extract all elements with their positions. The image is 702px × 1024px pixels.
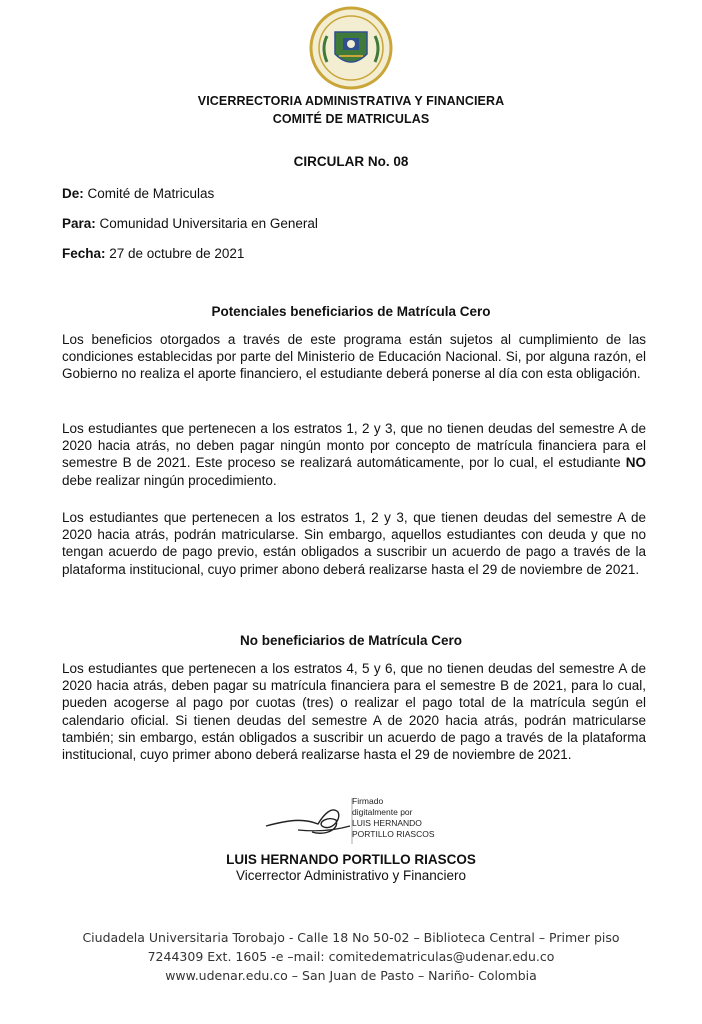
- digital-note-line-4: PORTILLO RIASCOS: [352, 829, 435, 839]
- footer-website: www.udenar.edu.co – San Juan de Pasto – Nariño- Colombia: [165, 968, 537, 983]
- section-title-non-beneficiaries: No beneficiarios de Matrícula Cero: [239, 633, 463, 648]
- date-label: Fecha:: [62, 246, 106, 261]
- digital-note-line-1: Firmado: [352, 796, 384, 806]
- from-value: Comité de Matriculas: [83, 186, 215, 201]
- signer-name: LUIS HERNANDO PORTILLO RIASCOS: [226, 852, 476, 867]
- digital-note-line-2: digitalmente por: [352, 807, 413, 817]
- paragraph-no-debt-text: Los estudiantes que pertenecen a los estratos 1, 2 y 3, que no tienen deudas del semestre A de 2020 hacia atrás, no deben pagar ningún monto por concepto de matrícula financiera para el semestre B de 2021. Este proceso se realizará automáticamente, por lo cual, el estudiante: [62, 421, 646, 471]
- paragraph-no-debt-end: debe realizar ningún procedimiento.: [62, 472, 277, 488]
- paragraph-benefits: Los beneficios otorgados a través de este programa están sujetos al cumplimiento de las condiciones establecidas por parte del Ministerio de Educación Nacional. Si, por alguna razón, el Gobierno no realiza el aporte financiero, el estudiante deberá ponerse al día con esta obligación.: [62, 332, 646, 382]
- committee-name: COMITÉ DE MATRICULAS: [272, 112, 430, 126]
- signer-role: Vicerrector Administrativo y Financiero: [235, 868, 467, 883]
- office-name: VICERRECTORIA ADMINISTRATIVA Y FINANCIERA: [197, 94, 505, 108]
- to-label: Para:: [62, 216, 96, 231]
- circular-number: CIRCULAR No. 08: [293, 154, 409, 169]
- paragraph-non-beneficiaries: Los estudiantes que pertenecen a los estratos 4, 5 y 6, que no tienen deudas del semestre A de 2020 hacia atrás, deben pagar su matrícula financiera para el semestre B de 2021, para lo cual, pueden acogerse al pago por cuotas (tres) o realizar el pago total de la matrícula según el calendario oficial. Si tienen deudas del semestre A de 2020 hacia atrás, podrán matricularse también; sin embargo, están obligados a suscribir un acuerdo de pago a través de la plataforma institucional, cuyo primer abono deberá realizarse hasta el 29 de noviembre de 2021.: [62, 661, 646, 763]
- from-label: De:: [62, 186, 84, 201]
- to-line: [62, 216, 318, 231]
- university-seal-icon: [309, 6, 393, 90]
- from-line: [62, 186, 214, 201]
- paragraph-with-debt: Los estudiantes que pertenecen a los estratos 1, 2 y 3, que tienen deudas del semestre A de 2020 hacia atrás, podrán matricularse. Sin embargo, aquellos estudiantes con deuda y que no tengan acuerdo de pago previo, están obligados a suscribir un acuerdo de pago a través de la plataforma institucional, cuyo primer abono deberá realizarse hasta el 29 de noviembre de 2021.: [62, 510, 646, 577]
- digital-signature-note: [352, 796, 435, 840]
- footer-address: Ciudadela Universitaria Torobajo - Calle 18 No 50-02 – Biblioteca Central – Primer piso: [82, 930, 620, 945]
- date-value: 27 de octubre de 2021: [105, 246, 245, 261]
- paragraph-no-debt: [62, 420, 646, 489]
- paragraph-no-debt-emphasis: NO: [625, 455, 646, 471]
- to-value: Comunidad Universitaria en General: [95, 216, 318, 231]
- date-line: [62, 246, 244, 261]
- footer-contact: 7244309 Ext. 1605 -e –mail: comitedematriculas@udenar.edu.co: [147, 949, 555, 964]
- section-title-beneficiaries: Potenciales beneficiarios de Matrícula Cero: [211, 304, 491, 319]
- digital-note-line-3: LUIS HERNANDO: [352, 818, 422, 828]
